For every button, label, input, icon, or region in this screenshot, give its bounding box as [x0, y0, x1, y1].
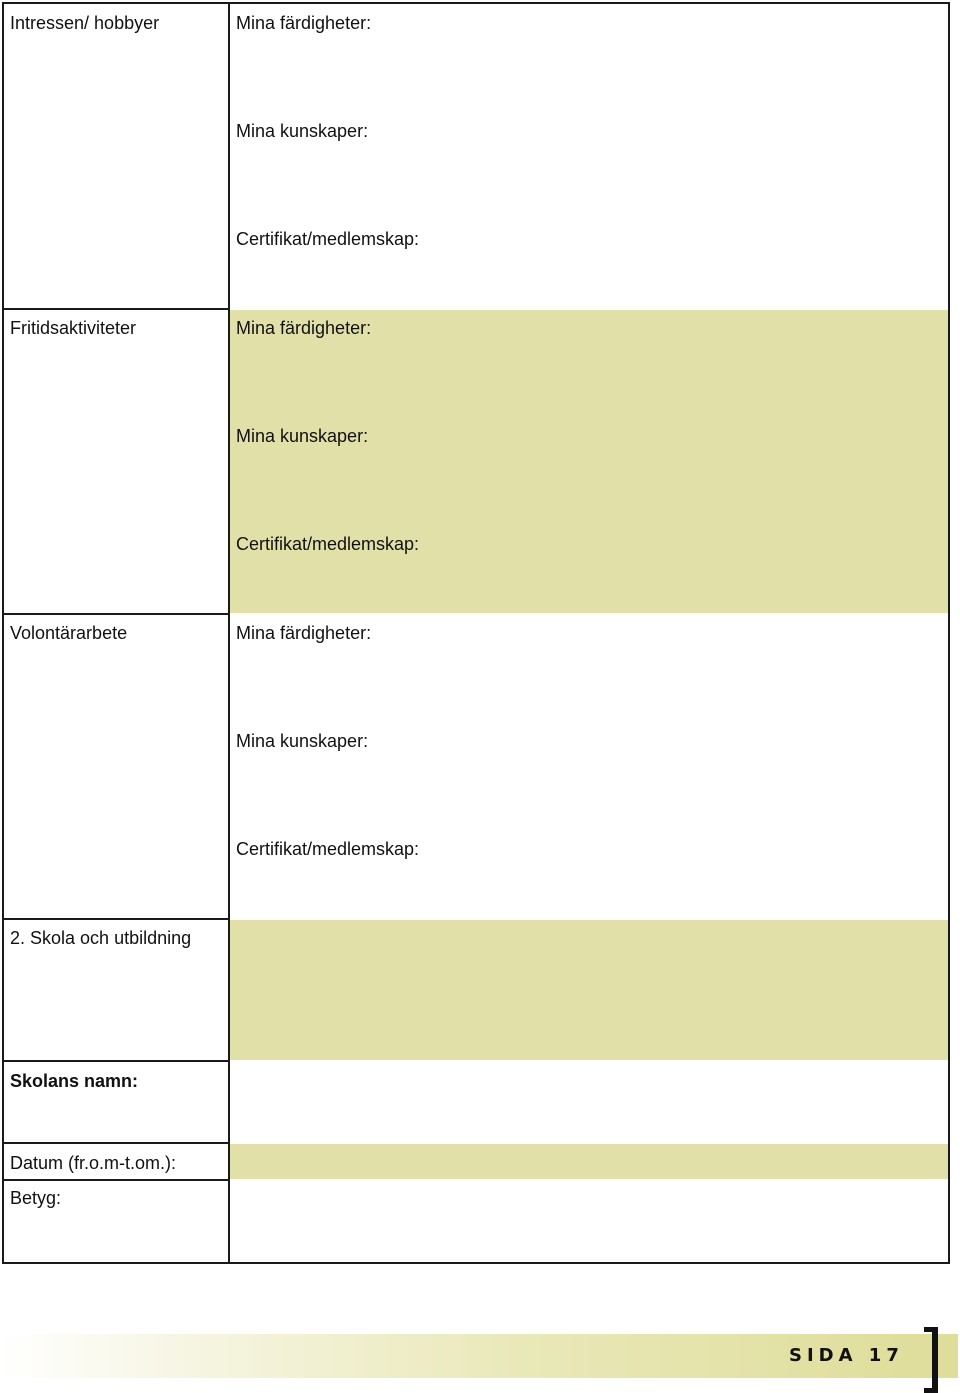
knowledge-label: Mina kunskaper:: [236, 426, 369, 446]
row-label-leisure: Fritidsaktiviteter: [10, 318, 137, 338]
row-content-cell-school[interactable]: [230, 920, 948, 1060]
row-label-cell-school: [4, 918, 230, 1060]
school-name-field[interactable]: [230, 1060, 948, 1142]
row-label-cell-volunteer: [4, 613, 230, 918]
skills-label: Mina färdigheter:: [236, 318, 372, 338]
row-label-volunteer: Volontärarbete: [10, 623, 128, 643]
certificate-label: Certifikat/medlemskap:: [236, 229, 420, 249]
page-number: SIDA 17: [789, 1345, 904, 1366]
certificate-label: Certifikat/medlemskap:: [236, 534, 420, 554]
row-content-cell-leisure[interactable]: [230, 310, 948, 613]
certificate-label: Certifikat/medlemskap:: [236, 839, 420, 859]
row-content-cell-interests[interactable]: [230, 4, 948, 308]
skills-label: Mina färdigheter:: [236, 623, 372, 643]
date-label: Datum (fr.o.m-t.om.):: [10, 1153, 177, 1173]
row-label-cell-date: [4, 1142, 230, 1179]
bracket-decoration: [924, 1327, 938, 1393]
knowledge-label: Mina kunskaper:: [236, 731, 369, 751]
grade-field[interactable]: [230, 1179, 948, 1262]
date-field[interactable]: [230, 1144, 948, 1179]
row-label-cell-school-name: [4, 1060, 230, 1142]
row-label-cell-interests: [4, 4, 230, 308]
row-content-cell-volunteer[interactable]: [230, 613, 948, 918]
school-name-label: Skolans namn:: [10, 1071, 139, 1091]
row-label-cell-leisure: [4, 308, 230, 613]
row-label-interests: Intressen/ hobbyer: [10, 13, 160, 33]
skills-label: Mina färdigheter:: [236, 13, 372, 33]
grade-label: Betyg:: [10, 1188, 62, 1208]
form-table: [2, 2, 950, 1264]
knowledge-label: Mina kunskaper:: [236, 121, 369, 141]
row-label-cell-grade: [4, 1179, 230, 1262]
section-heading-school: 2. Skola och utbildning: [10, 928, 192, 948]
